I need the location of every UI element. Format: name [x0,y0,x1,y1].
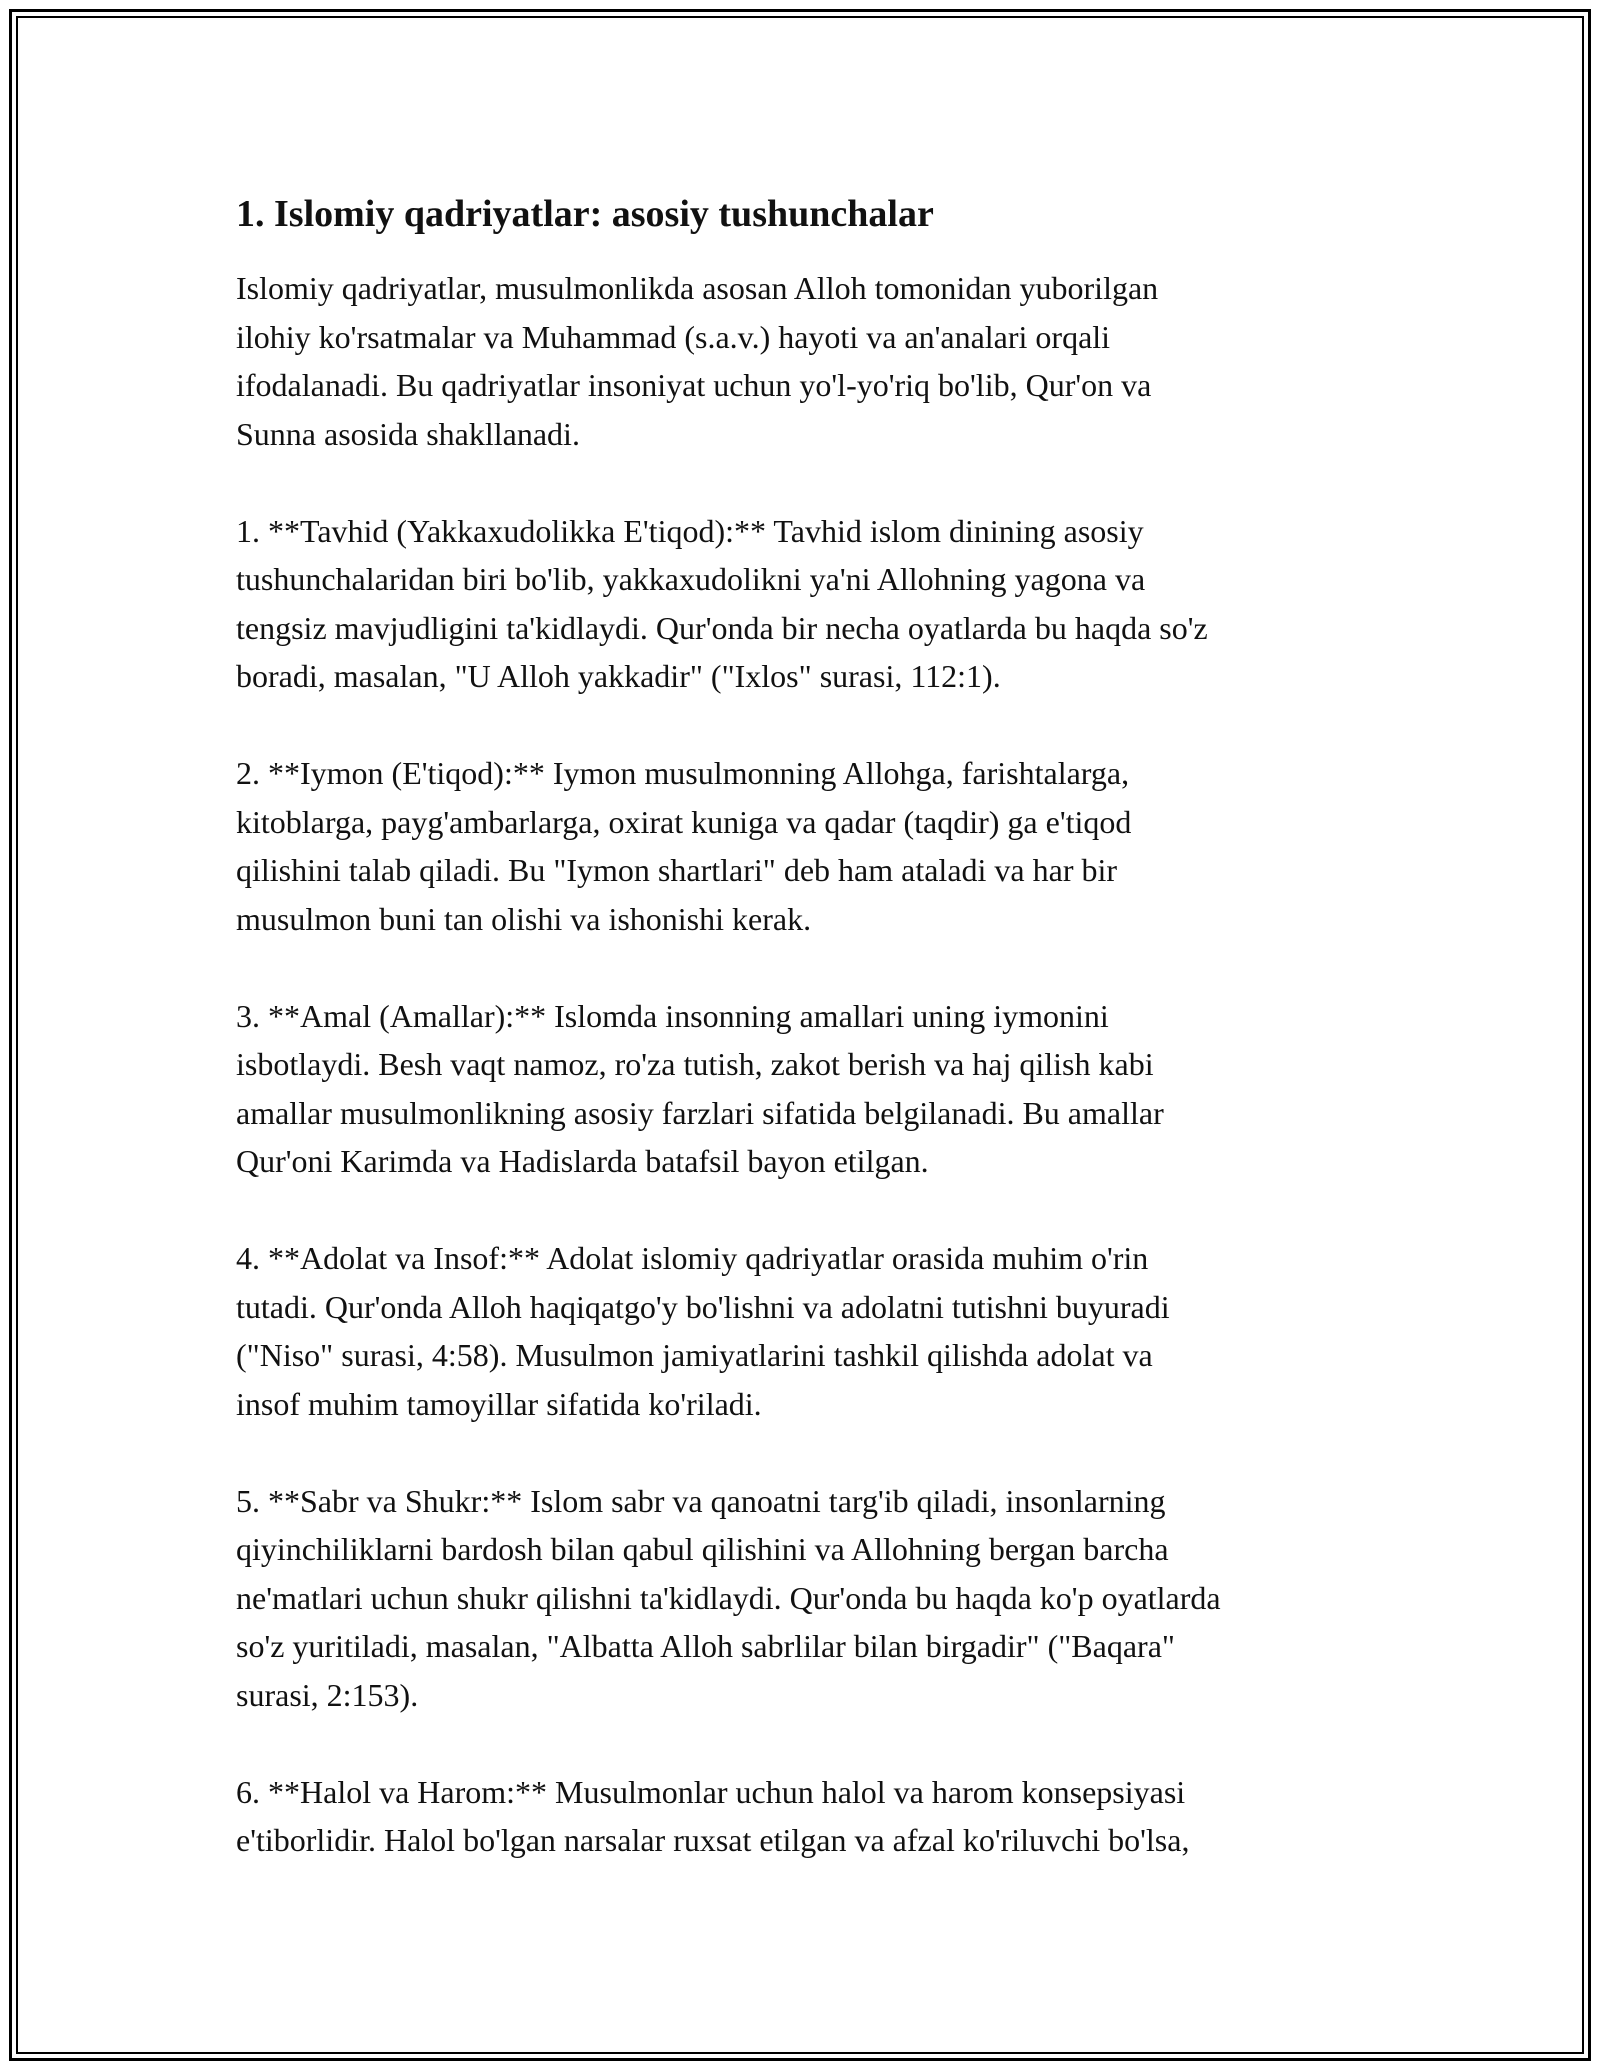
text-line: qilishini talab qiladi. Bu "Iymon shartlari" deb ham ataladi va har bir [236,852,1118,888]
text-line: ifodalanadi. Bu qadriyatlar insoniyat uchun yo'l-yo'riq bo'lib, Qur'on va [236,367,1152,403]
adolat-paragraph [236,1234,1366,1428]
section-heading: 1. Islomiy qadriyatlar: asosiy tushunchalar [236,193,934,235]
halol-paragraph [236,1768,1366,1865]
text-line: so'z yuritiladi, masalan, "Albatta Alloh sabrlilar bilan birgadir" ("Baqara" [236,1628,1175,1664]
text-line: 5. **Sabr va Shukr:** Islom sabr va qanoatni targ'ib qiladi, insonlarning [236,1482,1166,1519]
text-line: insof muhim tamoyillar sifatida ko'riladi. [236,1385,762,1422]
text-line: ne'matlari uchun shukr qilishni ta'kidlaydi. Qur'onda bu haqda ko'p oyatlarda [236,1579,1221,1616]
text-line: Sunna asosida shakllanadi. [236,415,580,452]
text-line: kitoblarga, payg'ambarlarga, oxirat kuniga va qadar (taqdir) ga e'tiqod [236,803,1132,840]
text-line: 6. **Halol va Harom:** Musulmonlar uchun halol va harom konsepsiyasi [236,1773,1186,1810]
text-line: 3. **Amal (Amallar):** Islomda insonning amallari uning iymonini [236,997,1109,1034]
text-line: tutadi. Qur'onda Alloh haqiqatgo'y bo'lishni va adolatni tutishni buyuradi [236,1288,1170,1325]
tavhid-paragraph [236,507,1366,701]
text-line: boradi, masalan, "U Alloh yakkadir" ("Ixlos" surasi, 112:1). [236,658,1001,694]
amal-paragraph [236,992,1366,1186]
text-line: surasi, 2:153). [236,1676,419,1713]
text-line: Qur'oni Karimda va Hadislarda batafsil bayon etilgan. [236,1143,929,1179]
text-line: qiyinchiliklarni bardosh bilan qabul qilishini va Allohning bergan barcha [236,1531,1169,1567]
intro-paragraph [236,264,1366,458]
text-line: tushunchalaridan biri bo'lib, yakkaxudolikni ya'ni Allohning yagona va [236,561,1146,597]
text-line: 4. **Adolat va Insof:** Adolat islomiy qadriyatlar orasida muhim o'rin [236,1240,1149,1276]
document-body [236,190,1366,1865]
text-line: 1. **Tavhid (Yakkaxudolikka E'tiqod):** Tavhid islom dinining asosiy [236,512,1144,549]
text-line: isbotlaydi. Besh vaqt namoz, ro'za tutish, zakot berish va haj qilish kabi [236,1046,1154,1082]
text-line: ilohiy ko'rsatmalar va Muhammad (s.a.v.) hayoti va an'analari orqali [236,318,1111,355]
text-line: tengsiz mavjudligini ta'kidlaydi. Qur'onda bir necha oyatlarda bu haqda so'z [236,609,1208,646]
sabr-paragraph [236,1477,1366,1720]
text-line: amallar musulmonlikning asosiy farzlari sifatida belgilanadi. Bu amallar [236,1094,1164,1131]
iymon-paragraph [236,749,1366,943]
text-line: e'tiborlidir. Halol bo'lgan narsalar ruxsat etilgan va afzal ko'riluvchi bo'lsa, [236,1822,1190,1858]
text-line: Islomiy qadriyatlar, musulmonlikda asosan Alloh tomonidan yuborilgan [236,270,1159,306]
text-line: ("Niso" surasi, 4:58). Musulmon jamiyatlarini tashkil qilishda adolat va [236,1337,1153,1373]
text-line: 2. **Iymon (E'tiqod):** Iymon musulmonning Allohga, farishtalarga, [236,755,1130,791]
text-line: musulmon buni tan olishi va ishonishi kerak. [236,900,812,937]
